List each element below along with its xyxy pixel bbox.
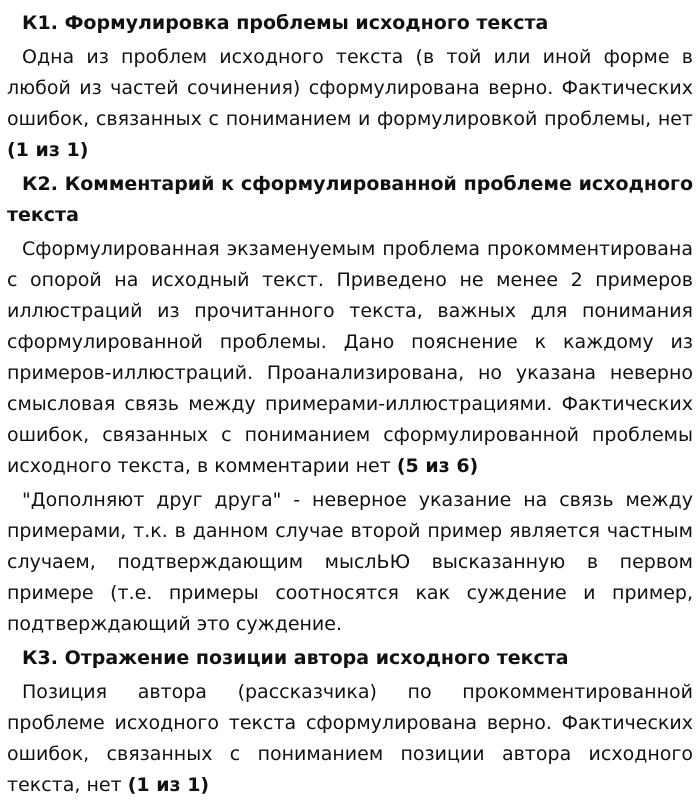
score-k2: (5 из 6)	[396, 455, 479, 477]
section-text-k2	[7, 234, 693, 482]
section-note-k2: "Дополняют друг друга" - неверное указание на связь между примерами, т.к. в данном случае второй пример является частным случаем, подтверждающим мыслЬЮ высказанную в первом примере (т.е. примеры соотносятся как суждение и пример, подтверждающий это суждение.	[7, 489, 693, 635]
section-body-k1: Одна из проблем исходного текста (в той или иной форме в любой из частей сочинения) сформулирована верно. Фактических ошибок, связанных с пониманием и формулировкой проблемы, нет	[7, 46, 693, 130]
section-title-k2: К2. Комментарий к сформулированной проблеме исходного текста	[7, 173, 693, 226]
section-title-k1: К1. Формулировка проблемы исходного текста	[22, 12, 549, 34]
score-k3: (1 из 1)	[127, 774, 210, 796]
section-body-k2: Сформулированная экзаменуемым проблема прокомментирована с опорой на исходный текст. Приведено не менее 2 примеров иллюстраций из прочитанного текста, важных для понимания сформулированной проблемы. Дано пояснение к каждому из примеров-иллюстраций. Проанализирована, но указана неверно смысловая связь между примерами-иллюстрациями. Фактических ошибок, связанных с пониманием сформулированной проблемы исходного текста, в комментарии нет	[7, 238, 693, 477]
section-text-k3	[7, 677, 693, 801]
score-k1: (1 из 1)	[7, 139, 89, 161]
section-body-k3: Позиция автора (рассказчика) по прокомментированной проблеме исходного текста сформулирована верно. Фактических ошибок, связанных с пониманием позиции автора исходного текста, нет	[7, 681, 693, 796]
section-title-k3: К3. Отражение позиции автора исходного текста	[22, 647, 569, 669]
section-text-k1	[7, 42, 693, 166]
